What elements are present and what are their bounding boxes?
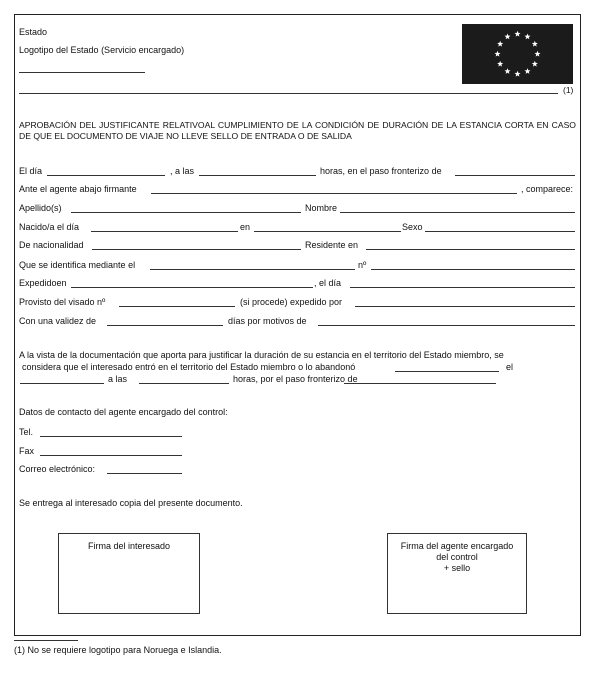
field-provisto: Provisto del visado nº [19, 297, 106, 307]
footnote-ref: (1) [563, 85, 574, 95]
field-comparece: , comparece: [521, 184, 574, 194]
signature-agente-box[interactable] [387, 533, 527, 614]
star-icon [497, 41, 503, 47]
field-nacionalidad: De nacionalidad [19, 240, 84, 250]
field-paso: horas, en el paso fronterizo de [320, 166, 442, 176]
eu-stars-icon [462, 24, 573, 84]
input-nacido-dia[interactable] [91, 231, 238, 232]
signature-agente-line3: + sello [443, 563, 471, 573]
contact-title: Datos de contacto del agente encargado del control: [19, 407, 228, 417]
contact-tel-input[interactable] [40, 436, 182, 437]
signature-agente-line2: del control [436, 552, 478, 562]
field-numero: nº [358, 260, 367, 270]
logotipo-label: Logotipo del Estado (Servicio encargado) [19, 45, 185, 55]
contact-fax-input[interactable] [40, 455, 182, 456]
field-el-dia2: , el día [314, 278, 342, 288]
signature-agente-line1: Firma del agente encargado [400, 541, 514, 551]
contact-fax-label: Fax [19, 446, 35, 456]
signature-interesado-box[interactable] [58, 533, 200, 614]
field-identifica: Que se identifica mediante el [19, 260, 136, 270]
star-icon [494, 51, 500, 57]
contact-tel-label: Tel. [19, 427, 34, 437]
field-en: en [240, 222, 251, 232]
input-validez[interactable] [107, 325, 223, 326]
input-nacido-lugar[interactable] [254, 231, 401, 232]
star-icon [504, 68, 510, 74]
input-visado[interactable] [119, 306, 235, 307]
footnote-divider [14, 640, 78, 641]
star-icon [524, 68, 530, 74]
field-dias-motivos: días por motivos de [228, 316, 307, 326]
paragraph-a-las: a las [108, 374, 128, 384]
paragraph-paso: horas, por el paso fronterizo de [233, 374, 358, 384]
input-a-las[interactable] [199, 175, 316, 176]
input-entrada-hora[interactable] [139, 383, 229, 384]
star-icon [524, 33, 530, 39]
form-title: APROBACIÓN DEL JUSTIFICANTE RELATIVOAL CUMPLIMIENTO DE LA CONDICIÓN DE DURACIÓN DE LA ESTANCIA CORTA EN CASO DE QUE EL DOCUMENTO DE VIAJE NO LLEVE SELLO DE ENTRADA O DE SALIDA [19, 120, 576, 141]
field-si-procede: (si procede) expedido por [240, 297, 343, 307]
field-apellidos: Apellido(s) [19, 203, 62, 213]
star-icon [514, 71, 520, 77]
input-expedido-dia[interactable] [350, 287, 575, 288]
field-nacido: Nacido/a el día [19, 222, 80, 232]
eu-flag-icon [462, 24, 573, 84]
field-expedido: Expedidoen [19, 278, 67, 288]
estado-label: Estado [19, 27, 48, 37]
input-nombre[interactable] [340, 212, 575, 213]
star-icon [514, 31, 520, 37]
input-sexo[interactable] [425, 231, 575, 232]
field-sexo: Sexo [402, 222, 423, 232]
field-nombre: Nombre [305, 203, 338, 213]
input-entrada-paso[interactable] [344, 383, 496, 384]
footnote-text: (1) No se requiere logotipo para Noruega e Islandia. [14, 645, 222, 655]
field-a-las: , a las [170, 166, 195, 176]
field-validez: Con una validez de [19, 316, 97, 326]
star-icon [534, 51, 540, 57]
field-ante-agente: Ante el agente abajo firmante [19, 184, 137, 194]
contact-email-input[interactable] [107, 473, 182, 474]
input-expedido-por[interactable] [355, 306, 575, 307]
input-motivos[interactable] [318, 325, 575, 326]
star-icon [532, 41, 538, 47]
paragraph-el: el [506, 362, 514, 372]
input-expedido-en[interactable] [71, 287, 313, 288]
input-numero[interactable] [371, 269, 575, 270]
input-el-dia[interactable] [47, 175, 165, 176]
input-paso-fronterizo[interactable] [455, 175, 575, 176]
paragraph-line1: A la vista de la documentación que aporta para justificar la duración de su estancia en el territorio del Estado miembro, se [19, 350, 504, 360]
input-agente[interactable] [151, 193, 517, 194]
input-residente[interactable] [366, 249, 575, 250]
contact-email-label: Correo electrónico: [19, 464, 96, 474]
estado-line[interactable] [19, 93, 558, 94]
star-icon [532, 61, 538, 67]
input-documento[interactable] [150, 269, 355, 270]
input-entrada-dia[interactable] [20, 383, 104, 384]
signature-interesado-label: Firma del interesado [87, 541, 171, 551]
field-el-dia: El día [19, 166, 43, 176]
input-fecha-entrada[interactable] [395, 371, 499, 372]
paragraph-line2: considera que el interesado entró en el territorio del Estado miembro o lo abandonó [22, 362, 356, 372]
input-nacionalidad[interactable] [92, 249, 301, 250]
star-icon [504, 33, 510, 39]
logotipo-line[interactable] [19, 72, 145, 73]
field-residente: Residente en [305, 240, 359, 250]
star-icon [497, 61, 503, 67]
input-apellidos[interactable] [71, 212, 301, 213]
delivery-note: Se entrega al interesado copia del presente documento. [19, 498, 243, 508]
